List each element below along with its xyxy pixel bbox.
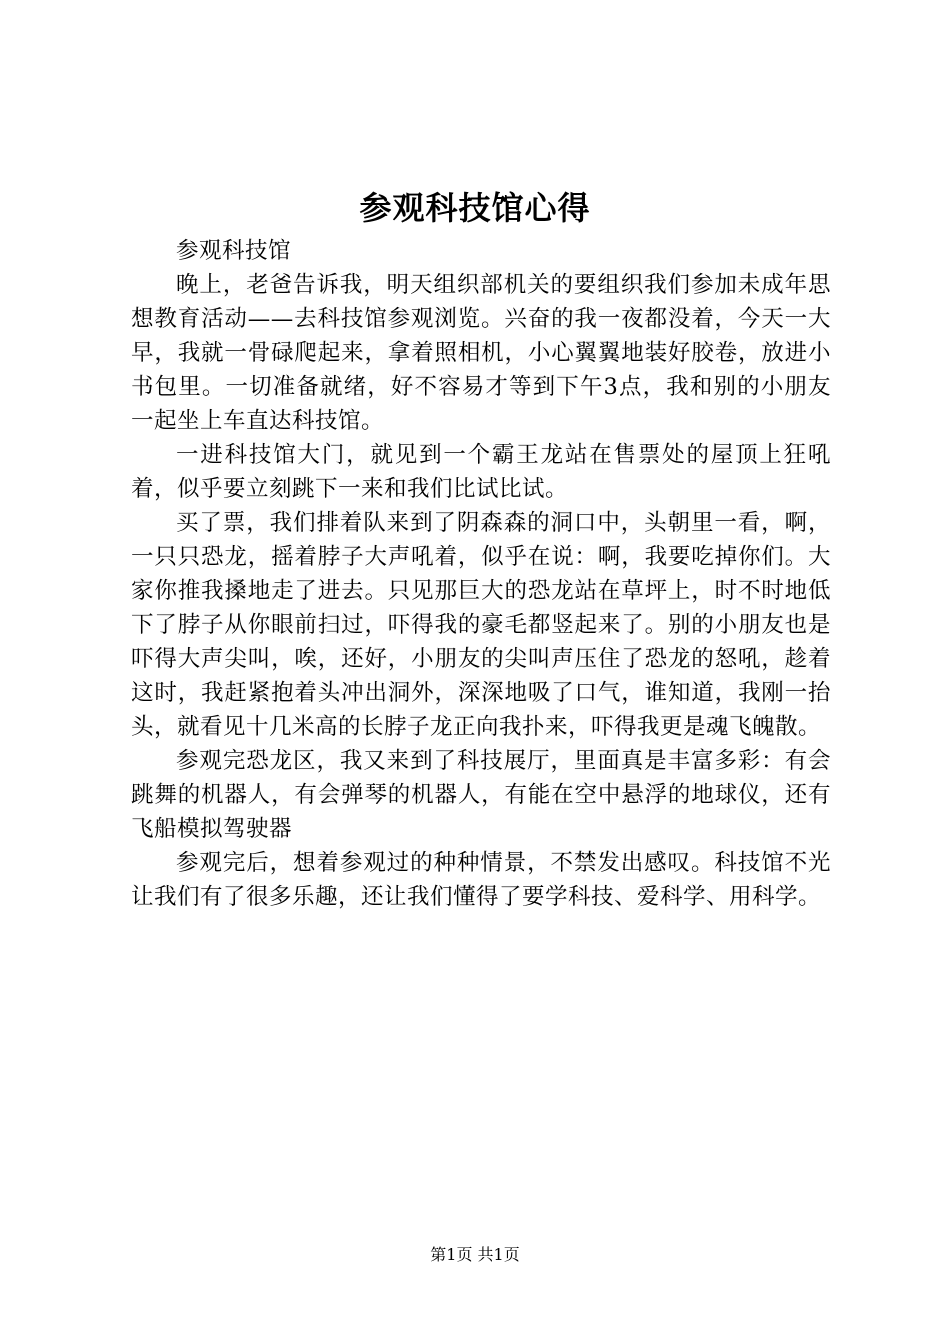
- paragraph-1: 晚上，老爸告诉我，明天组织部机关的要组织我们参加未成年思想教育活动——去科技馆参观浏览。兴奋的我一夜都没着，今天一大早，我就一骨碌爬起来，拿着照相机，小心翼翼地装好胶卷，放进小书包里。一切准备就绪，好不容易才等到下午3点，我和别的小朋友一起坐上车直达科技馆。: [131, 272, 831, 434]
- page-title: 参观科技馆心得: [359, 189, 591, 227]
- paragraph-3: 买了票，我们排着队来到了阴森森的洞口中，头朝里一看，啊，一只只恐龙，摇着脖子大声吼着，似乎在说：啊，我要吃掉你们。大家你推我搡地走了进去。只见那巨大的恐龙站在草坪上，时不时地低下了脖子从你眼前扫过，吓得我的豪毛都竖起来了。别的小朋友也是吓得大声尖叫，唉，还好，小朋友的尖叫声压住了恐龙的怒吼，趁着这时，我赶紧抱着头冲出洞外，深深地吸了口气，谁知道，我刚一抬头，就看见十几米高的长脖子龙正向我扑来，吓得我更是魂飞魄散。: [131, 510, 831, 740]
- page-footer: 第1页 共1页: [430, 1245, 520, 1264]
- paragraph-5: 参观完后，想着参观过的种种情景，不禁发出感叹。科技馆不光让我们有了很多乐趣，还让我们懂得了要学科技、爱科学、用科学。: [131, 850, 831, 910]
- paragraph-4: 参观完恐龙区，我又来到了科技展厅，里面真是丰富多彩：有会跳舞的机器人，有会弹琴的机器人，有能在空中悬浮的地球仪，还有飞船模拟驾驶器: [131, 748, 831, 842]
- paragraph-subtitle: 参观科技馆: [176, 238, 292, 264]
- document-body: [131, 234, 831, 914]
- paragraph-2: 一进科技馆大门，就见到一个霸王龙站在售票处的屋顶上狂吼着，似乎要立刻跳下一来和我们比试比试。: [131, 442, 831, 502]
